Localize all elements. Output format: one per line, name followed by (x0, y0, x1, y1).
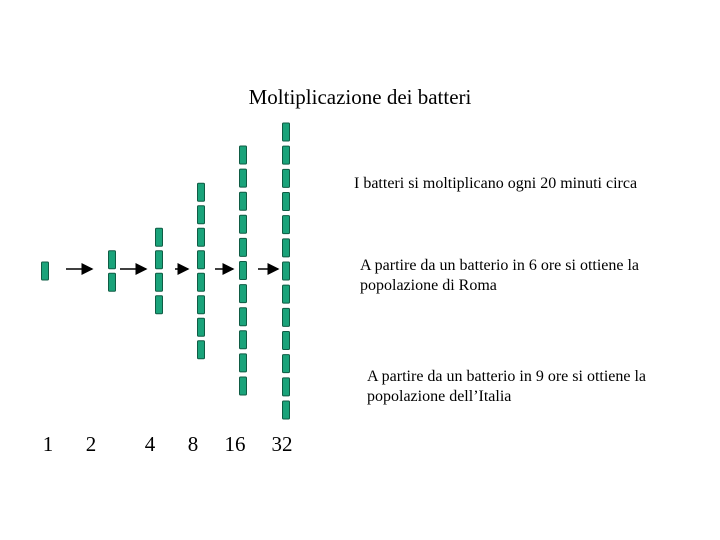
note-rate: I batteri si moltiplicano ogni 20 minuti circa (354, 175, 638, 192)
bacterium-gen32-7 (283, 262, 290, 280)
bacterium-gen2-1 (109, 251, 116, 269)
bacterium-gen2-2 (109, 273, 116, 291)
bacterium-gen16-9 (240, 331, 247, 349)
bacterium-gen32-12 (283, 378, 290, 396)
generation-label-16: 16 (224, 432, 246, 456)
bacterium-gen32-6 (283, 239, 290, 257)
bacterium-gen32-13 (283, 401, 290, 419)
bacterium-gen16-4 (240, 215, 247, 233)
bacterium-gen4-1 (156, 228, 163, 246)
bacterium-gen8-4 (198, 251, 205, 269)
bacterium-gen32-8 (283, 285, 290, 303)
bacterium-gen16-2 (240, 169, 247, 187)
bacterium-gen8-1 (198, 183, 205, 201)
bacterium-gen4-3 (156, 273, 163, 291)
bacterium-gen8-8 (198, 341, 205, 359)
bacterium-gen8-7 (198, 318, 205, 336)
bacterium-gen16-10 (240, 354, 247, 372)
bacterium-gen8-5 (198, 273, 205, 291)
bacterium-gen32-10 (283, 332, 290, 350)
bacterium-gen16-11 (240, 377, 247, 395)
generation-label-4: 4 (144, 432, 156, 456)
bacterium-gen4-4 (156, 296, 163, 314)
bacterium-gen16-5 (240, 238, 247, 256)
bacterium-gen32-5 (283, 216, 290, 234)
bacterium-gen32-3 (283, 169, 290, 187)
bacterium-gen4-2 (156, 251, 163, 269)
generation-label-32: 32 (271, 432, 293, 456)
bacterium-gen16-7 (240, 285, 247, 303)
generation-label-1: 1 (42, 432, 54, 456)
bacterium-gen32-9 (283, 308, 290, 326)
bacterium-gen16-6 (240, 262, 247, 280)
bacterium-gen32-2 (283, 146, 290, 164)
bacterium-gen1-1 (42, 262, 49, 280)
bacterium-gen32-11 (283, 355, 290, 373)
note-rome: A partire da un batterio in 6 ore si ottiene la popolazione di Roma (360, 257, 640, 294)
bacterium-gen16-1 (240, 146, 247, 164)
generation-label-2: 2 (85, 432, 97, 456)
bacterium-gen16-3 (240, 192, 247, 210)
bacterium-gen32-1 (283, 123, 290, 141)
note-italy: A partire da un batterio in 9 ore si ottiene la popolazione dell’Italia (367, 368, 647, 405)
bacterium-gen8-3 (198, 228, 205, 246)
bacterium-gen32-4 (283, 193, 290, 211)
bacterium-gen16-8 (240, 308, 247, 326)
bacterium-gen8-2 (198, 206, 205, 224)
bacterium-gen8-6 (198, 296, 205, 314)
generation-label-8: 8 (187, 432, 199, 456)
slide-title: Moltiplicazione dei batteri (248, 85, 472, 109)
